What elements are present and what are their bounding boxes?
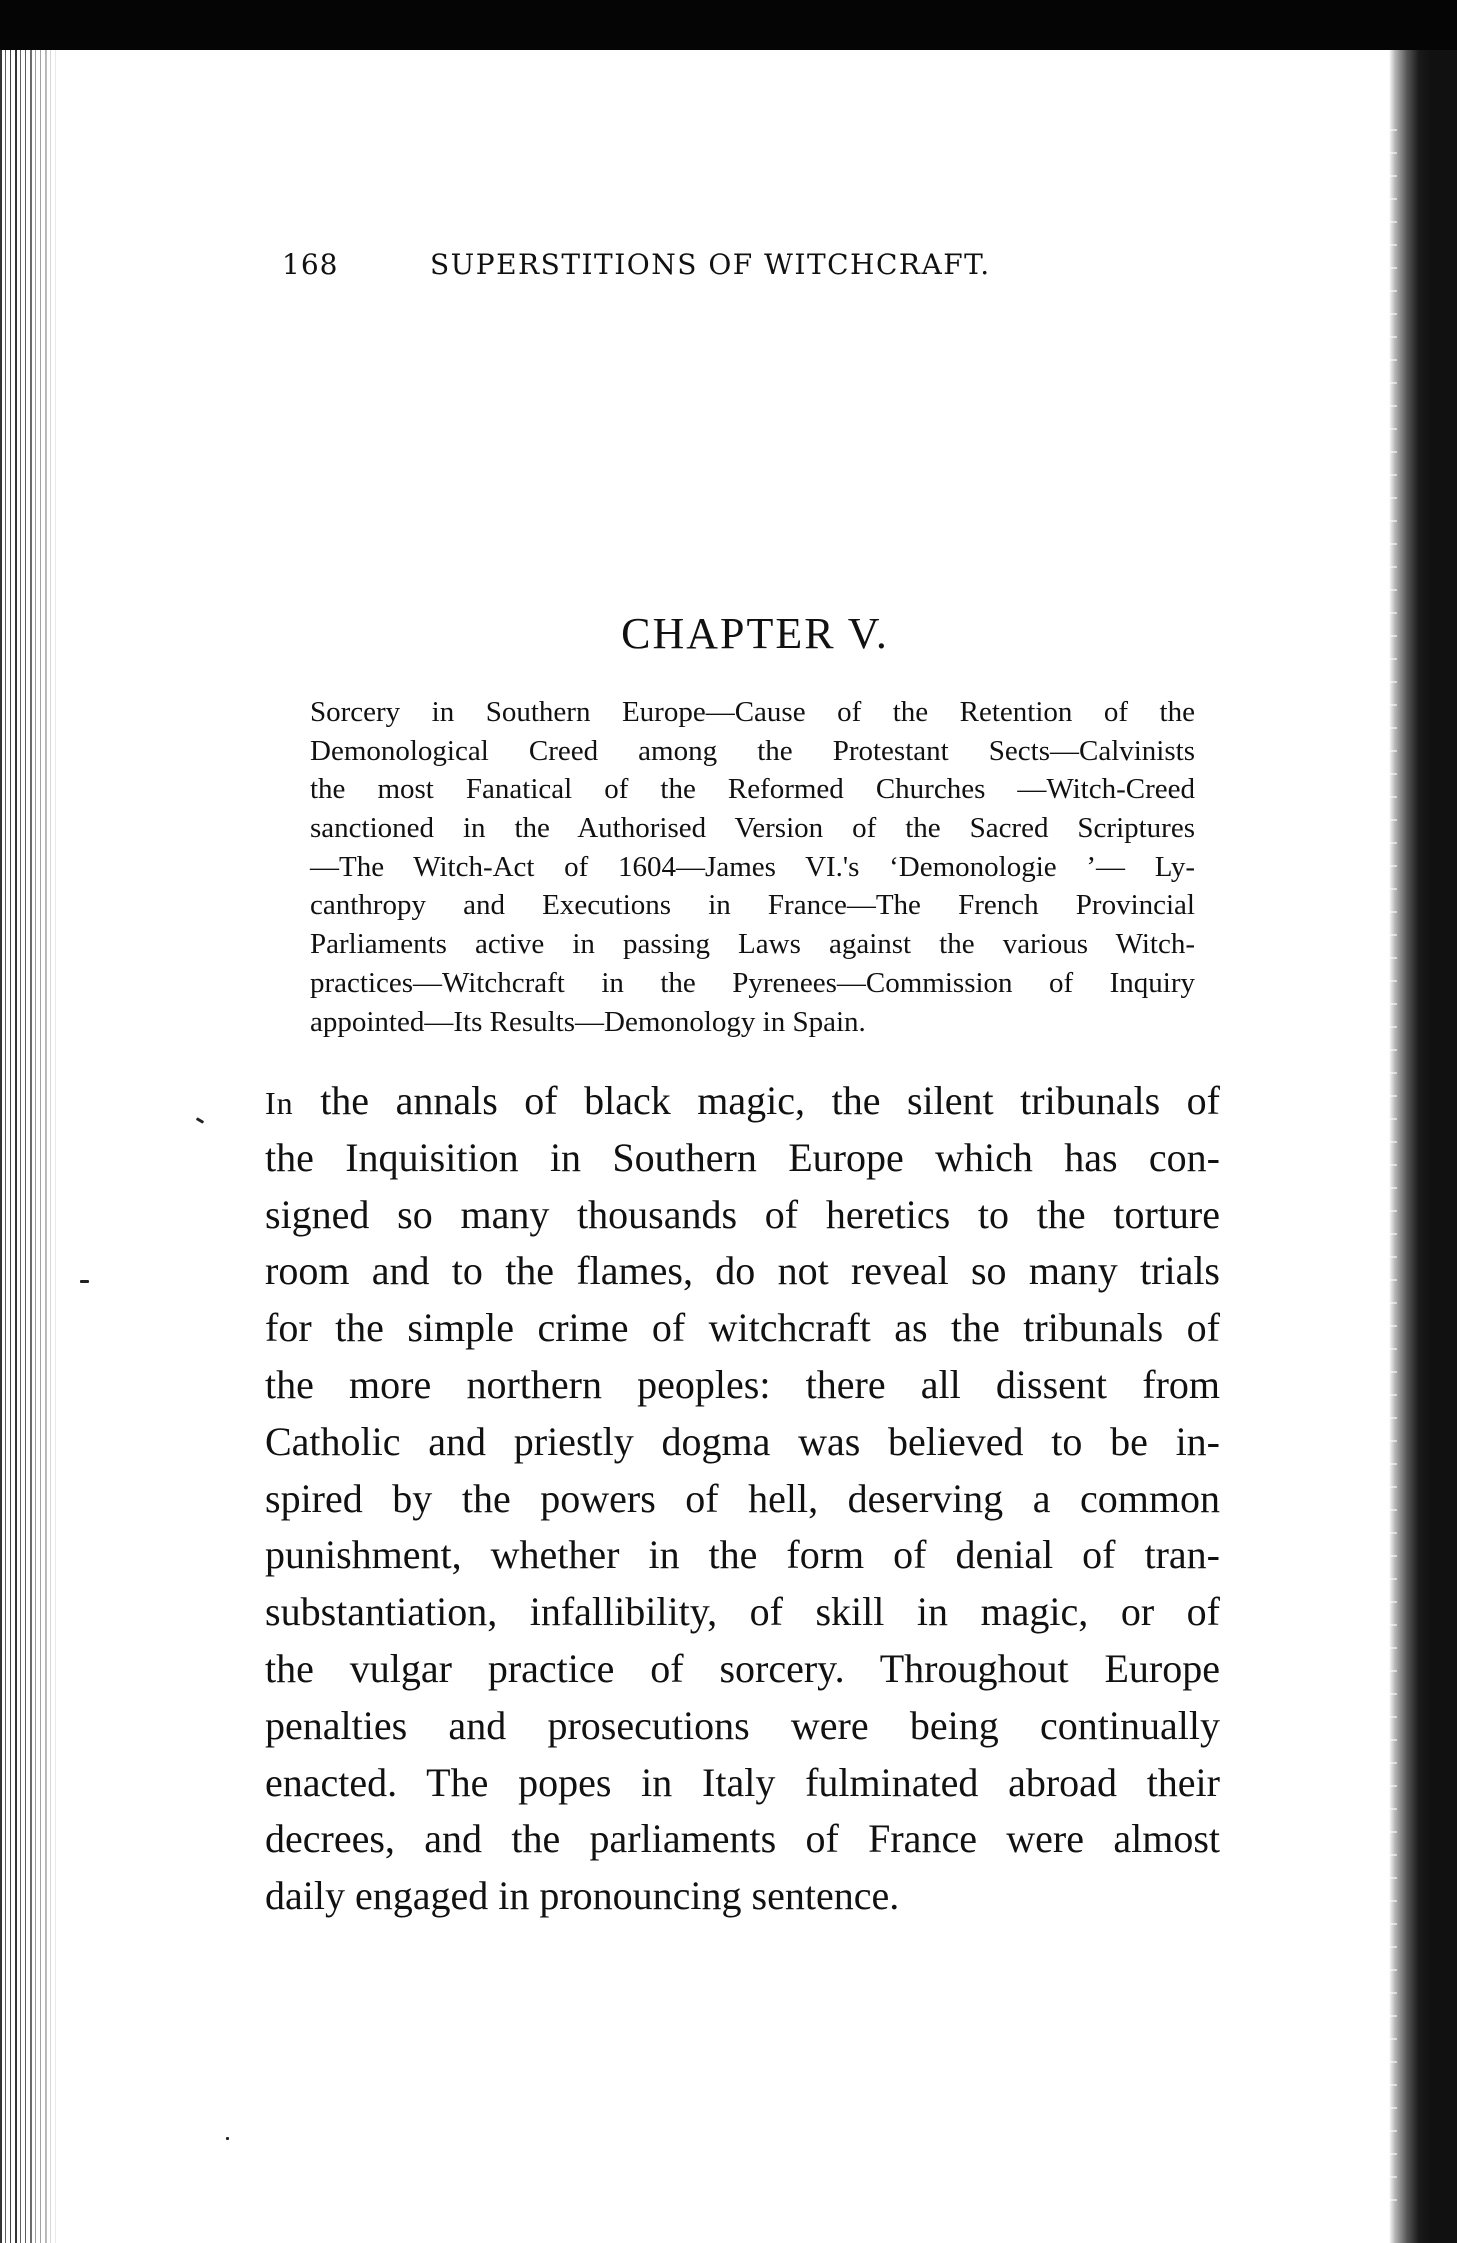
running-title: SUPERSTITIONS OF WITCHCRAFT. — [430, 248, 991, 281]
synopsis-line: canthropy and Executions in France—The French Provincial — [310, 889, 1195, 922]
paragraph-line: substantiation, infallibility, of skill in magic, or of — [265, 1589, 1220, 1635]
first-line-text: the annals of black magic, the silent tribunals of — [293, 1078, 1220, 1123]
paragraph-line: signed so many thousands of heretics to the torture — [265, 1191, 1220, 1237]
paragraph-line: enacted. The popes in Italy fulminated abroad their — [265, 1759, 1220, 1805]
paragraph-line: the Inquisition in Southern Europe which has con- — [265, 1134, 1220, 1180]
paragraph-line: decrees, and the parliaments of France were almost — [265, 1816, 1220, 1862]
scan-speck — [80, 1280, 89, 1283]
chapter-heading: CHAPTER V. — [621, 609, 889, 658]
paragraph-line: daily engaged in pronouncing sentence. — [265, 1873, 900, 1919]
scan-speck — [226, 2137, 229, 2140]
synopsis-line: the most Fanatical of the Reformed Churches —Witch-Creed — [310, 773, 1195, 806]
paragraph-line: spired by the powers of hell, deserving a common — [265, 1475, 1220, 1521]
synopsis-line: —The Witch-Act of 1604—James VI.'s ‘Demonologie ’— Ly- — [310, 850, 1195, 883]
paragraph-line-first — [265, 1073, 1220, 1130]
paragraph-line: room and to the flames, do not reveal so many trials — [265, 1248, 1220, 1294]
synopsis-line: appointed—Its Results—Demonology in Spain. — [310, 1005, 866, 1038]
chapter-synopsis — [310, 693, 1195, 1041]
synopsis-line: Parliaments active in passing Laws against the various Witch- — [310, 928, 1195, 961]
page-number: 168 — [282, 248, 339, 281]
body-paragraph — [265, 1073, 1220, 1925]
synopsis-line: practices—Witchcraft in the Pyrenees—Commission of Inquiry — [310, 966, 1195, 999]
paragraph-line: for the simple crime of witchcraft as the tribunals of — [265, 1305, 1220, 1351]
paragraph-line: Catholic and priestly dogma was believed to be in- — [265, 1418, 1220, 1464]
paragraph-line: penalties and prosecutions were being continually — [265, 1702, 1220, 1748]
binding-edge-fade — [20, 50, 60, 2243]
paragraph-line: punishment, whether in the form of denial of tran- — [265, 1532, 1220, 1578]
synopsis-line: Sorcery in Southern Europe—Cause of the Retention of the — [310, 696, 1195, 728]
opening-small-caps: In — [265, 1085, 294, 1121]
scan-top-border — [0, 0, 1457, 50]
page-edge-speckle — [1363, 120, 1397, 2220]
synopsis-line: sanctioned in the Authorised Version of the Sacred Scriptures — [310, 812, 1195, 845]
synopsis-line: Demonological Creed among the Protestant Sects—Calvinists — [310, 734, 1195, 767]
scan-speck — [196, 1117, 204, 1124]
paragraph-line: the more northern peoples: there all dissent from — [265, 1361, 1220, 1407]
paragraph-line: the vulgar practice of sorcery. Throughout Europe — [265, 1645, 1220, 1691]
running-head — [282, 248, 1042, 288]
